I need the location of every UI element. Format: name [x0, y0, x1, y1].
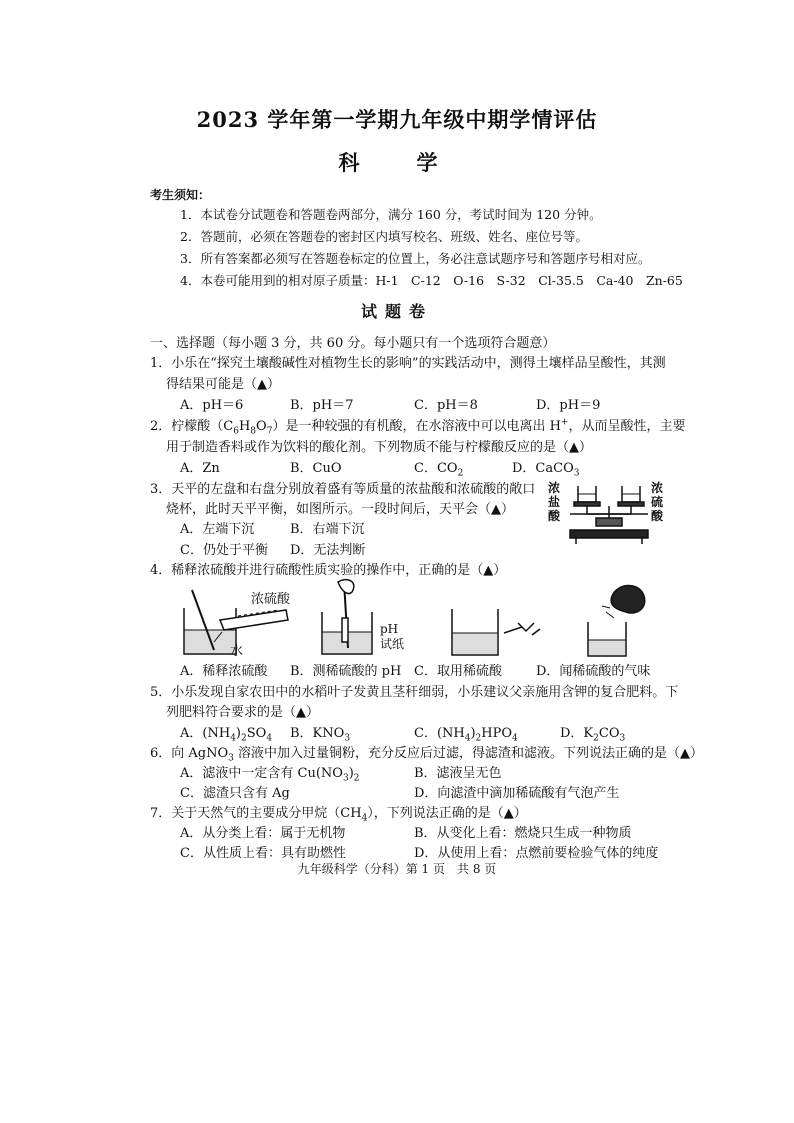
q5-stem-line2: 列肥料符合要求的是（▲）	[166, 705, 319, 720]
q7-option-b: B．从变化上看：燃烧只生成一种物质	[414, 826, 632, 841]
q5-option-c: C．$(NH_4)_2HPO_4$	[414, 726, 518, 744]
q1-stem-line2: 得结果可能是（▲）	[166, 377, 280, 392]
q3-option-c: C．仍处于平衡	[180, 543, 268, 558]
notice-item-2: 2．答题前，必须在答题卷的密封区内填写校名、班级、姓名、座位号等。	[180, 229, 588, 244]
q4-option-c: C．取用稀硫酸	[414, 664, 502, 679]
q5-option-a: A．$(NH_4)_2SO_4$	[180, 726, 273, 744]
q3-option-d: D．无法判断	[290, 543, 366, 558]
q4-option-d: D．闻稀硫酸的气味	[536, 664, 651, 679]
q5-stem-line1: 5．小乐发现自家农田中的水稻叶子发黄且茎秆细弱，小乐建议父亲施用含钾的复合肥料。下	[150, 685, 679, 700]
q3-fig-label-right: 浓 硫 酸	[651, 481, 664, 523]
q2-option-c: C．$CO_2$	[414, 461, 464, 479]
q4-fig-label-water: 水	[230, 644, 244, 659]
q7-option-c: C．从性质上看：具有助燃性	[180, 846, 346, 861]
q6-option-a: A．滤液中一定含有 $Cu(NO_3)_2$	[180, 766, 360, 784]
q2-stem-line2: 用于制造香料或作为饮料的酸化剂。下列物质不能与柠檬酸反应的是（▲）	[166, 440, 592, 455]
q1-option-b: B．pH＝7	[290, 398, 354, 413]
page-footer: 九年级科学（分科）第 1 页 共 8 页	[297, 862, 497, 876]
section-title: 试题卷	[360, 302, 433, 321]
part1-heading: 一、选择题（每小题 3 分，共 60 分。每小题只有一个选项符合题意）	[150, 336, 556, 351]
notice-item-4: 4．本卷可能用到的相对原子质量：H-1 C-12 O-16 S-32 Cl-35.5 Ca-40 Zn-65	[180, 273, 683, 288]
q4-fig-d-smell	[584, 582, 654, 660]
q2-option-a: A．Zn	[180, 461, 220, 476]
q1-option-a: A．pH＝6	[180, 398, 244, 413]
q7-option-d: D．从使用上看：点燃前要检验气体的纯度	[414, 846, 659, 861]
q4-fig-b-ph	[318, 578, 378, 660]
q7-option-a: A．从分类上看：属于无机物	[180, 826, 346, 841]
q5-option-b: B．$KNO_3$	[290, 726, 351, 744]
q6-option-d: D．向滤渣中滴加稀硫酸有气泡产生	[414, 786, 620, 801]
q1-stem-line1: 1．小乐在“探究土壤酸碱性对植物生长的影响”的实践活动中，测得土壤样品呈酸性，其测	[150, 356, 666, 371]
q6-stem: 6．向 AgNO$_3$ 溶液中加入过量铜粉，充分反应后过滤，得滤渣和滤液。下列说法正确的是（▲）	[150, 746, 704, 764]
q4-fig-c-take	[448, 605, 548, 660]
q3-stem-line1: 3．天平的左盘和右盘分别放着盛有等质量的浓盐酸和浓硫酸的敞口	[150, 482, 536, 497]
page-title: 2023 学年第一学期九年级中期学情评估	[196, 107, 598, 132]
q6-option-b: B．滤液呈无色	[414, 766, 502, 781]
q3-option-b: B．右端下沉	[290, 522, 365, 537]
notice-item-3: 3．所有答案都必须写在答题卷标定的位置上，务必注意试题序号和答题序号相对应。	[180, 251, 651, 266]
q7-stem: 7．关于天然气的主要成分甲烷$(CH_4)$，下列说法正确的是（▲）	[150, 806, 527, 824]
q2-option-d: D．CaCO$_3$	[512, 461, 580, 479]
q4-stem: 4．稀释浓硫酸并进行硫酸性质实验的操作中，正确的是（▲）	[150, 563, 507, 578]
q3-fig-label-left: 浓 盐 酸	[548, 481, 561, 523]
q4-option-a: A．稀释浓硫酸	[180, 664, 268, 679]
notice-heading: 考生须知：	[150, 188, 211, 202]
q1-option-c: C．pH＝8	[414, 398, 478, 413]
q6-option-c: C．滤渣只含有 Ag	[180, 786, 290, 801]
q5-option-d: D．$K_2CO_3$	[560, 726, 626, 744]
q1-option-d: D．pH＝9	[536, 398, 601, 413]
q3-option-a: A．左端下沉	[180, 522, 255, 537]
q4-option-b: B．测稀硫酸的 pH	[290, 664, 402, 679]
q3-balance-figure	[566, 480, 650, 550]
notice-item-1: 1．本试卷分试题卷和答题卷两部分，满分 160 分，考试时间为 120 分钟。	[180, 207, 602, 222]
q4-fig-label-ph: pH 试纸	[380, 622, 405, 651]
q2-option-b: B．CuO	[290, 461, 342, 476]
q2-stem-line1: 2．柠檬酸$(C_6H_8O_7)$是一种较强的有机酸，在水溶液中可以电离出 H+，从而呈酸性，主要	[150, 417, 686, 437]
q4-fig-label-acid: 浓硫酸	[251, 592, 291, 607]
q3-stem-line2: 烧杯，此时天平平衡，如图所示。一段时间后，天平会（▲）	[166, 502, 514, 517]
subject-title: 科 学	[338, 150, 456, 175]
